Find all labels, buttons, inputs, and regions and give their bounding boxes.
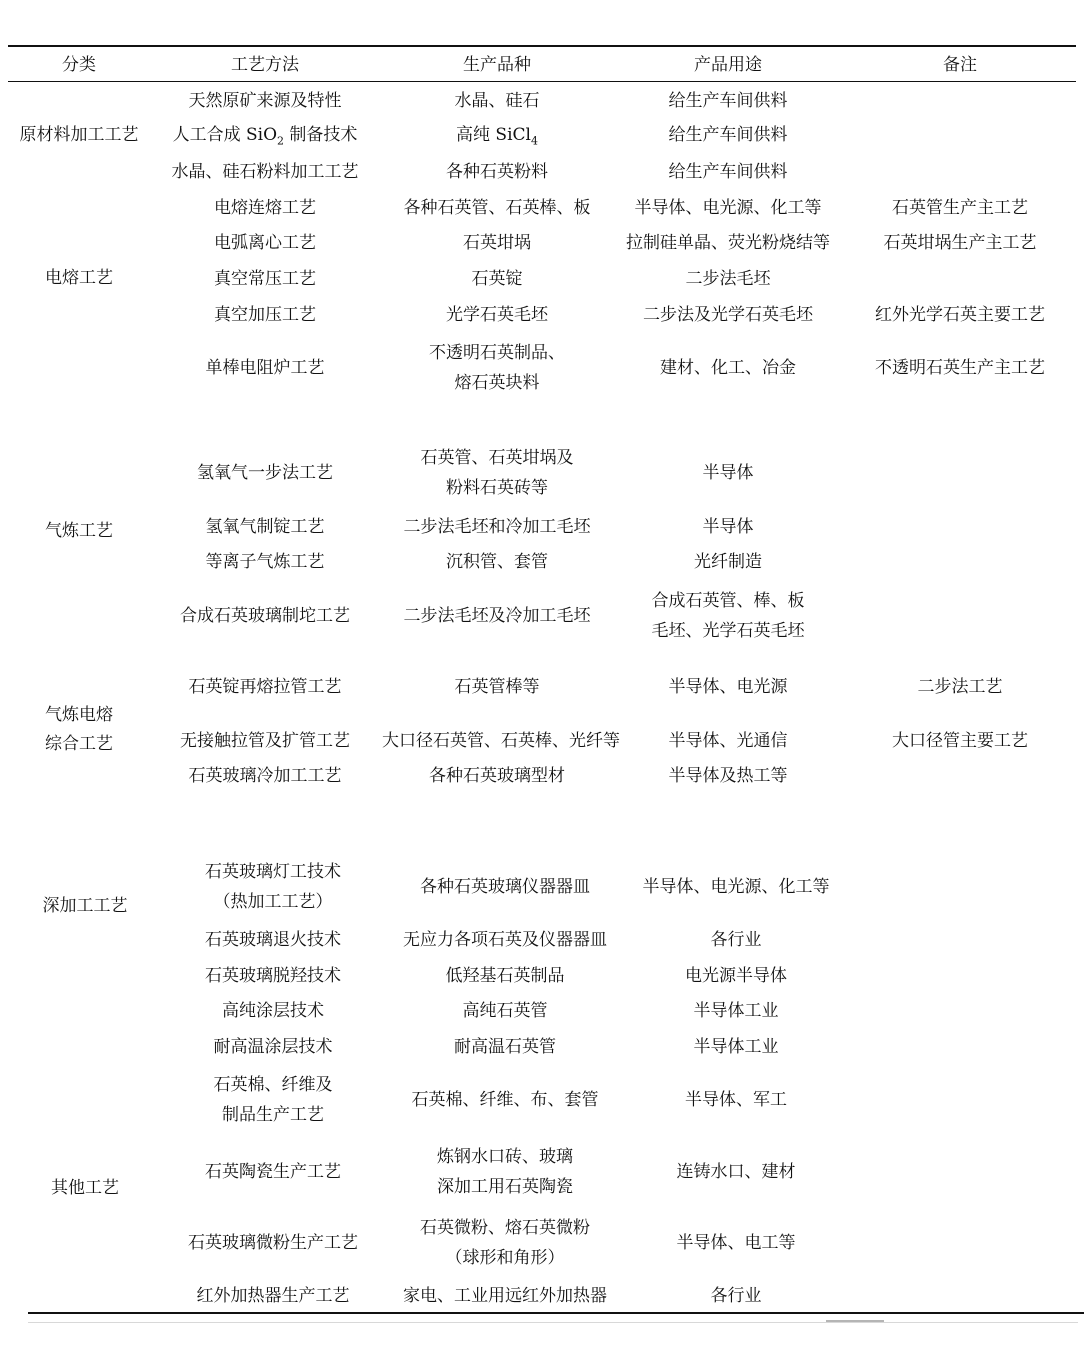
- header-product: 生产品种: [463, 55, 531, 75]
- category-electric: 电熔工艺: [45, 268, 113, 288]
- header-usage: 产品用途: [694, 55, 762, 75]
- row11-usage: 光纤制造: [694, 552, 762, 572]
- row4-product: 各种石英管、石英棒、板: [403, 198, 591, 218]
- header-remark: 备注: [943, 55, 977, 75]
- row9-usage: 半导体: [702, 463, 754, 483]
- row2-process-sub: 2: [277, 134, 285, 148]
- row17-process: 石英玻璃退火技术: [205, 930, 341, 950]
- row20-product: 耐高温石英管: [454, 1037, 556, 1057]
- row8-remark: 不透明石英生产主工艺: [875, 358, 1045, 378]
- top-rule: [8, 45, 1076, 47]
- row1-product: 水晶、硅石: [454, 91, 540, 111]
- row3-usage: 给生产车间供料: [668, 162, 788, 182]
- row12-usage: [613, 586, 843, 646]
- row17-usage: 各行业: [710, 930, 762, 950]
- row8-product-line2: 熔石英块料: [454, 373, 540, 393]
- bottom-rule: [28, 1312, 1084, 1314]
- row2-product-pre: 高纯 SiCl: [456, 125, 531, 145]
- row16-process-line2: （热加工工艺）: [213, 892, 333, 912]
- row14-product: 大口径石英管、石英棒、光纤等: [382, 731, 620, 751]
- header-category: 分类: [62, 55, 96, 75]
- row19-process: 高纯涂层技术: [222, 1001, 324, 1021]
- header-rule: [8, 81, 1076, 82]
- row7-usage: 二步法及光学石英毛坯: [643, 305, 813, 325]
- row17-product: 无应力各项石英及仪器器皿: [403, 930, 607, 950]
- row24-process: 红外加热器生产工艺: [196, 1286, 350, 1306]
- row13-remark: 二步法工艺: [917, 677, 1003, 697]
- row15-product: 各种石英玻璃型材: [429, 766, 565, 786]
- row22-product-line1: 炼钢水口砖、玻璃: [437, 1147, 573, 1167]
- row9-product-line2: 粉料石英砖等: [446, 478, 548, 498]
- row22-process: 石英陶瓷生产工艺: [205, 1162, 341, 1182]
- row7-process: 真空加压工艺: [214, 305, 316, 325]
- row12-usage-line1: 合成石英管、棒、板: [651, 591, 805, 611]
- row9-process: 氢氧气一步法工艺: [197, 463, 333, 483]
- row20-usage: 半导体工业: [693, 1037, 779, 1057]
- row21-process-line2: 制品生产工艺: [222, 1105, 324, 1125]
- footer-mark: [826, 1320, 884, 1322]
- row8-product-line1: 不透明石英制品、: [429, 343, 565, 363]
- row10-process: 氢氧气制锭工艺: [205, 517, 325, 537]
- row15-process: 石英玻璃冷加工工艺: [188, 766, 342, 786]
- row21-process: [158, 1070, 388, 1130]
- row16-process-line1: 石英玻璃灯工技术: [205, 862, 341, 882]
- row8-process: 单棒电阻炉工艺: [205, 358, 325, 378]
- row8-product: [382, 338, 612, 398]
- row19-product: 高纯石英管: [462, 1001, 548, 1021]
- row3-product: 各种石英粉料: [446, 162, 548, 182]
- row14-usage: 半导体、光通信: [668, 731, 788, 751]
- row5-product: 石英坩埚: [463, 233, 531, 253]
- row14-remark: 大口径管主要工艺: [892, 731, 1028, 751]
- row22-product: [390, 1142, 620, 1202]
- row2-process-pre: 人工合成 SiO: [172, 125, 278, 145]
- row10-product: 二步法毛坯和冷加工毛坯: [403, 517, 591, 537]
- row23-product: [390, 1213, 620, 1273]
- row5-remark: 石英坩埚生产主工艺: [883, 233, 1037, 253]
- footer-divider: [28, 1322, 1078, 1323]
- row5-usage: 拉制硅单晶、荧光粉烧结等: [626, 233, 830, 253]
- row18-process: 石英玻璃脱羟技术: [205, 966, 341, 986]
- row16-product: 各种石英玻璃仪器器皿: [420, 877, 590, 897]
- row16-process: [158, 857, 388, 917]
- row10-usage: 半导体: [702, 517, 754, 537]
- row22-product-line2: 深加工用石英陶瓷: [437, 1177, 573, 1197]
- row23-product-line1: 石英微粉、熔石英微粉: [420, 1218, 590, 1238]
- category-gas: 气炼工艺: [45, 521, 113, 541]
- row12-usage-line2: 毛坯、光学石英毛坯: [651, 621, 805, 641]
- row15-usage: 半导体及热工等: [668, 766, 788, 786]
- row22-usage: 连铸水口、建材: [676, 1162, 796, 1182]
- row14-process: 无接触拉管及扩管工艺: [180, 731, 350, 751]
- row16-usage: 半导体、电光源、化工等: [642, 877, 830, 897]
- row1-process: 天然原矿来源及特性: [188, 91, 342, 111]
- category-other: 其他工艺: [51, 1178, 119, 1198]
- row11-process: 等离子气炼工艺: [205, 552, 325, 572]
- row9-product: [382, 443, 612, 503]
- row23-process: 石英玻璃微粉生产工艺: [188, 1233, 358, 1253]
- row7-product: 光学石英毛坯: [446, 305, 548, 325]
- row24-product: 家电、工业用远红外加热器: [403, 1286, 607, 1306]
- row1-usage: 给生产车间供料: [668, 91, 788, 111]
- row2-process: [150, 120, 380, 156]
- row6-product: 石英锭: [471, 269, 523, 289]
- row21-usage: 半导体、军工: [685, 1090, 787, 1110]
- row18-usage: 电光源半导体: [685, 966, 787, 986]
- row23-product-line2: （球形和角形）: [445, 1248, 565, 1268]
- row3-process: 水晶、硅石粉料加工工艺: [171, 162, 359, 182]
- row2-product: [382, 120, 612, 156]
- row6-process: 真空常压工艺: [214, 269, 316, 289]
- row7-remark: 红外光学石英主要工艺: [875, 305, 1045, 325]
- row18-product: 低羟基石英制品: [445, 966, 565, 986]
- row11-product: 沉积管、套管: [446, 552, 548, 572]
- category-combined-line1: 气炼电熔: [45, 705, 113, 725]
- header-process: 工艺方法: [231, 55, 299, 75]
- row8-usage: 建材、化工、冶金: [660, 358, 796, 378]
- row19-usage: 半导体工业: [693, 1001, 779, 1021]
- row12-process: 合成石英玻璃制坨工艺: [180, 606, 350, 626]
- row6-usage: 二步法毛坯: [685, 269, 771, 289]
- row4-usage: 半导体、电光源、化工等: [634, 198, 822, 218]
- row5-process: 电弧离心工艺: [214, 233, 316, 253]
- row4-remark: 石英管生产主工艺: [892, 198, 1028, 218]
- row21-process-line1: 石英棉、纤维及: [213, 1075, 333, 1095]
- row20-process: 耐高温涂层技术: [213, 1037, 333, 1057]
- row4-process: 电熔连熔工艺: [214, 198, 316, 218]
- row2-product-sub: 4: [530, 134, 538, 148]
- row13-product: 石英管棒等: [454, 677, 540, 697]
- row13-usage: 半导体、电光源: [668, 677, 788, 697]
- category-deep: 深加工工艺: [42, 896, 128, 916]
- row23-usage: 半导体、电工等: [676, 1233, 796, 1253]
- category-combined-line2: 综合工艺: [45, 734, 113, 754]
- row12-product: 二步法毛坯及冷加工毛坯: [403, 606, 591, 626]
- row9-product-line1: 石英管、石英坩埚及: [420, 448, 574, 468]
- category-combined: [8, 701, 150, 759]
- row21-product: 石英棉、纤维、布、套管: [411, 1090, 599, 1110]
- row2-process-post: 制备技术: [284, 125, 358, 145]
- category-raw: 原材料加工工艺: [19, 125, 139, 145]
- row24-usage: 各行业: [710, 1286, 762, 1306]
- row2-usage: 给生产车间供料: [668, 125, 788, 145]
- row13-process: 石英锭再熔拉管工艺: [188, 677, 342, 697]
